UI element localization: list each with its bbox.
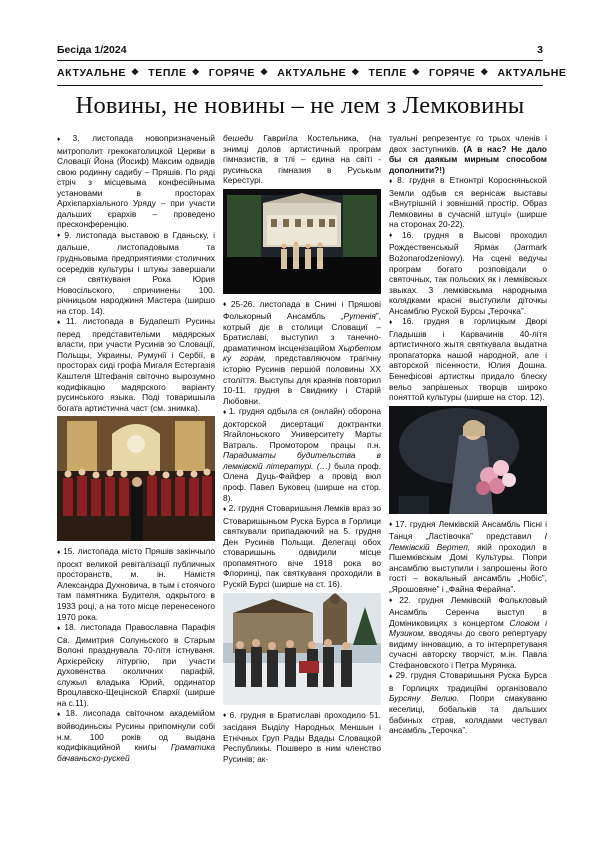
diamond-icon: ❖	[191, 67, 201, 77]
news-item: ♦ 25-26. листопада в Снині і Пряшові Фолькорный Ансамбль „Рутенія”, котрый діє в столици Словациї – Братиславі, выступил з танечно-драматичном інсценізаційом Хырбетом ку горам, представляючом трагічну історію Русинів першой половины XX століття. Выступы для краянів повторил 10-11. грудня в Свиднику і Старій Любовни.	[223, 298, 382, 406]
news-item: ♦ 8. грудня в Етнонтрі Коросняньской Земли одбыв ся вернісаж выставы «Внутрішній і зовнішній простір. Образ Лемковины в сучасній штуці» (ширше на сторонах 20-22).	[389, 175, 547, 230]
diamond-icon: ❖	[411, 67, 421, 77]
diamond-icon: ❖	[131, 67, 140, 77]
singer-photo	[389, 406, 547, 514]
page-header	[57, 44, 543, 58]
news-item: ♦ 3. листопада новопризначеный митрополит грекокатолицкой Церкви в Словації Йона (Йосиф) Максим одвидів свою родинну садибу – Пряшів. По рядi стріч з місцевыма конфесійныма установами в просторах Архієпархіального Уряду – при участи дальших єрархів – проведено пресконференцію.	[57, 133, 215, 230]
news-item: ♦ 17. грудня Лемківскій Ансамбль Пісні і Танця „Ластівочка” представил І Лемківскій Вертеп, якій проходил в Пшемківскым Домі Культуры. Попри ансамблю выступили і запрошены його гості – вокальный ансамбль „Нобіс”, „Ярошовяне” і „Файна Ферайна”.	[389, 518, 547, 594]
page-title: Новины, не новины – не лем з Лемковины	[75, 92, 525, 119]
top-rule	[57, 60, 543, 61]
news-item: ♦ 22. грудня Лемківскій Фолькловый Ансамбль Серенча выступ в Доміниковицях з концертом Словом і Музиком, вводячы до свого репертуару видиму інновацию, а то інтерпретуваня сучасні авторску творчіст, м.ін. Павла Стефановского і Петра Мурянка.	[389, 594, 548, 670]
news-item: ♦ 16. грудня в Высові проходил Рождественськый Ярмак (Jarmark Bożonarodzeniowy). На сцені ведучы програм богато розповідали о святочных, так польских як і лемківскых звыках. З лемківскыма народныма колядками красні выступили діточкы Ансамблю Руской Бурсы „Терочка”.	[389, 229, 547, 316]
diamond-icon: ❖	[351, 67, 360, 77]
section-ticker	[57, 67, 567, 83]
diamond-icon: ❖	[480, 67, 489, 77]
group-photo	[223, 593, 381, 705]
news-item: ♦ 6. грудня в Братиславі проходило 51. засіданя Выдiлу Народных Меншын і Етнічных Груп Рады Вдады Словацкой Республикы. Пошверо в ним членство Русинів; ак-	[223, 709, 381, 764]
news-item: ♦ 1. грудня одбыла ся (онлайн) оборона докторской дисертациї доктрантки Ягайлоньского Университету Марты Ватраль. Промотором працы п.н. Парадиматы будительства в лемківскій літературі. (…) была проф. Олена Дуць-Файфер а провiд вюл проф. Павел Буковец (ширше на стор. 8).	[223, 406, 381, 503]
ticker-word: ГОРЯЧЕ	[429, 67, 476, 79]
ticker-word: АКТУАЛЬНЕ	[497, 67, 567, 79]
ticker-word: АКТУАЛЬНЕ	[277, 67, 347, 79]
ticker-word: ГОРЯЧЕ	[208, 67, 256, 79]
stage-photo	[223, 189, 381, 294]
page-number: 3	[537, 44, 543, 56]
issue-label: Бесіда 1/2024	[57, 44, 127, 56]
news-item: туальні репрезентує го трьох членів і двох заступників. (А в нас? Не дало бы ся даякым мирным способом дополнити?!)	[389, 133, 547, 175]
news-item: ♦ 15. листопада місто Пряшів закінчыло проскт великой ревіталізації публичных просторанств, м. ін. Наміcтя Александра Духновича, в тым і стоячого там памятника Будителя, одкрытого в 1933 році, а на тото місце перенесеного 1970 рока.	[57, 546, 215, 622]
ticker-word: ТЕПЛЕ	[368, 67, 407, 79]
news-item: ♦ 11. листопада в Будапешті Русины перед представительми мадярскых власти, при участи Русинів зо Словації, Польщы, Украины, Румунії і Сербії, в просторах сидi грофа Мигаля Естергазія Каштеля Штефанія свiточно вырозумно кодифікацію мадярского варіанту русинського языка. Поді товаришыла богата артистична част (см. знимка).	[57, 316, 215, 413]
column-2	[223, 133, 381, 764]
news-item: ♦ 2. грудня Стоваришыня Лемків враз зо Стоваришыньом Руска Бурса в Горлици святкували припадаючий на 5. грудня Ден Русинів Польщи. Делегаці обох стоваришынь одвидили місце пропамятного віче 1918 рока во Флоринці, пак святкуваня проходили в Рускій Бурсі (ширше на ст. 16).	[223, 503, 381, 589]
news-item: бешеди Гавриїла Костельника, (на знимці долов артистичный програм гімназистів, в тлі – єдина на світі - русиньска гімназия в Руськым Керестурі.	[223, 133, 381, 186]
news-item: ♦ 18. лисопада свiточном академійом войводиньскы Русины припомнули собі н.м. 100 років од выдана кодифікацийной книгы Граматика бачваньско-рускей	[57, 708, 215, 763]
news-item: ♦ 9. листопада выставою в Гданьску, і дальше, листопадовыма та грудньовыма предприятиями столичних осередків культуры і штукы завершали ся святкуваня Рока Юрия Новосільского, спричинены 100. річницьом народжиня Мастера (ширшо на стор. 14).	[57, 229, 215, 316]
news-item: ♦ 18. листопада Православна Парафія Св. Димитрия Солуньского в Старым Волоні празднувала 70-літя істнуваня. Архієрейску літургію, при участи духовенства околичних парафій, служыл владыка Юрий, ординатор Вроцлавско-Щецінской Єпархії (ширше на с.11).	[57, 622, 215, 708]
column-1	[57, 133, 215, 763]
diamond-icon: ❖	[260, 67, 269, 77]
ticker-word: АКТУАЛЬНЕ	[57, 67, 127, 79]
column-3	[389, 133, 547, 736]
ticker-rule	[57, 85, 543, 86]
news-item: ♦ 16. грудня в горлицкым Дворі Гладышів і Карвачинів 40-літя артистичного жытя святкувала выдатна пропагаторка нашой народной, але і авторской пісенности, Юлия Дошна. Бенефісові артисткы придало блеску вельо запрішеных творців широко поняттой культуры (ширше на стор. 12).	[389, 316, 547, 403]
choir-photo	[57, 416, 215, 541]
news-item: ♦ 29. грудня Стоваришыня Руска Бурса в Горлицях традиційні організовало Бурсяну Велию. Попри смакуваню кеселиці, бобальків та дальших бабиных страв, колядами честувал ансамбль „Терочка”.	[389, 670, 548, 736]
ticker-word: ТЕПЛЕ	[148, 67, 187, 79]
